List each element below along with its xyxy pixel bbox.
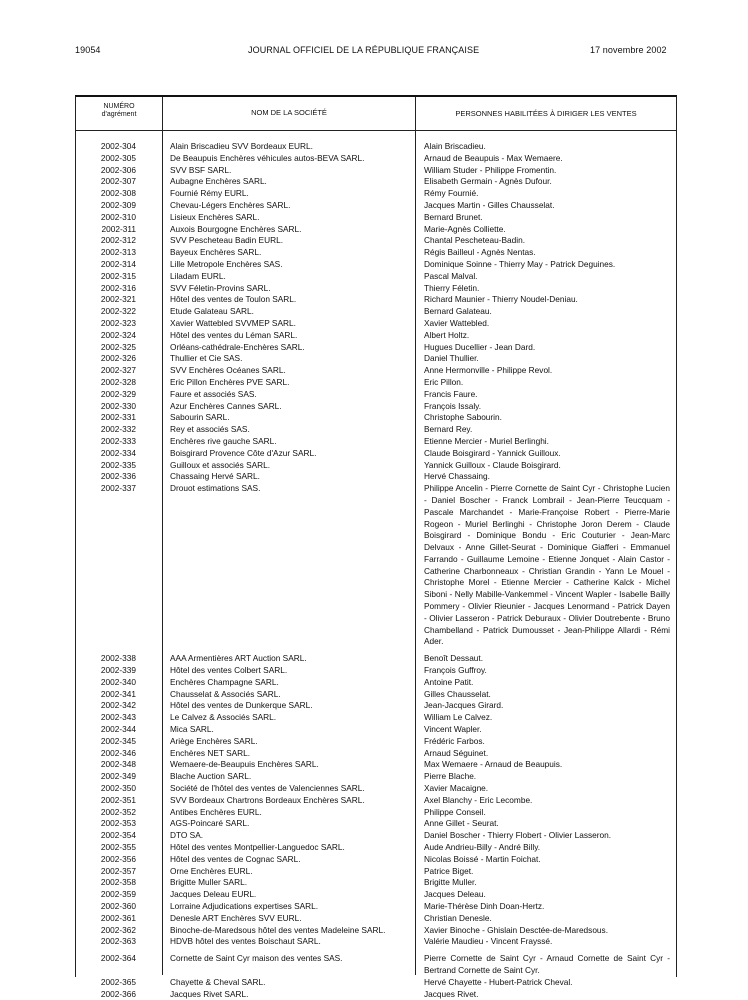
table-row	[76, 471, 676, 483]
agrement-number: 2002-356	[100, 853, 136, 864]
company-name: SVV Bordeaux Chartrons Bordeaux Enchères SARL.	[170, 794, 365, 805]
authorized-persons: Pierre Cornette de Saint Cyr - Arnaud Cornette de Saint Cyr - Bertrand Cornette de Saint Cyr.	[424, 953, 670, 975]
agrement-number: 2002-348	[100, 759, 136, 770]
agrement-number: 2002-339	[100, 665, 136, 676]
table-row	[76, 401, 676, 413]
authorized-persons: Philippe Conseil.	[424, 806, 486, 817]
authorized-persons: Pascal Malval.	[424, 270, 478, 281]
authorized-persons: Christian Denesle.	[424, 912, 492, 923]
column-header-personnes: PERSONNES HABILITÉES À DIRIGER LES VENTES	[455, 109, 637, 118]
agrement-number: 2002-346	[100, 747, 136, 758]
agrement-number: 2002-306	[100, 164, 136, 175]
column-header-numero-line2: d'agrément	[101, 111, 137, 118]
authorized-persons: Patrice Biget.	[424, 865, 474, 876]
agrement-number: 2002-331	[100, 412, 136, 423]
authorized-persons: Frédéric Farbos.	[424, 735, 485, 746]
company-name: Bayeux Enchères SARL.	[170, 247, 262, 258]
table-row	[76, 913, 676, 925]
table-row	[76, 653, 676, 665]
company-name: Hôtel des ventes Montpellier-Languedoc SARL.	[170, 842, 345, 853]
agrement-number: 2002-330	[100, 400, 136, 411]
authorized-persons: Claude Boisgirard - Yannick Guilloux.	[424, 447, 561, 458]
publication-date: 17 novembre 2002	[590, 45, 667, 55]
table-row	[76, 389, 676, 401]
table-row	[76, 377, 676, 389]
table-row	[76, 235, 676, 247]
authorized-persons: Axel Blanchy - Eric Lecombe.	[424, 794, 533, 805]
authorized-persons: Arnaud Séguinet.	[424, 747, 489, 758]
company-name: Alain Briscadieu SVV Bordeaux EURL.	[170, 141, 313, 151]
authorized-persons: François Guffroy.	[424, 665, 487, 676]
authorized-persons: Philippe Ancelin - Pierre Cornette de Saint Cyr - Christophe Lucien - Daniel Boscher - Franck Lombrail - Jean-Pierre Teucquam - Pascale Marchandet - Marie-Françoise Robert - Pierre-Marie Rogeon - Muriel Berlinghi - Christophe Joron Derem - Claude Boisgirard - Dominique Bondu - Eric Couturier - Jean-Marc Delvaux - Anne Gillet-Seurat - Dominique Giafferi - Emmanuel Farrando - Guillaume Lemoine - Etienne Jonquet - Alain Castor - Catherine Charbonneaux - Christian Grandin - Yann Le Mouel - Christophe Morel - Etienne Mercier - Catherine Kalck - Michel Siboni - Nelly Mabille-Vankemmel - Vincent Wapler - Isabelle Bailly Pommery - Olivier Rieunier - Jacques Lenormand - Patrick Dayen - Olivier Lasseron - Patrick Deburaux - Olivier Doutrebente - Bruno Chambelland - Patrick Dumousset - Jean-Philippe Allardi - Rémi Ader.	[424, 483, 670, 647]
column-header-numero-line1: NUMÉRO	[103, 103, 135, 110]
agrement-number: 2002-365	[100, 976, 136, 987]
company-name: Société de l'hôtel des ventes de Valenciennes SARL.	[170, 783, 365, 794]
authorized-persons: Gilles Chausselat.	[424, 688, 491, 699]
table-row	[76, 712, 676, 724]
company-name: SVV Pescheteau Badin EURL.	[170, 235, 283, 246]
authorized-persons: Daniel Boscher - Thierry Flobert - Olivier Lasseron.	[424, 830, 612, 841]
authorized-persons: Nicolas Boissé - Martin Foichat.	[424, 853, 541, 864]
company-name: Chayette & Cheval SARL.	[170, 976, 266, 987]
agrement-number: 2002-325	[100, 341, 136, 352]
agrement-number: 2002-336	[100, 471, 136, 482]
agrement-number: 2002-310	[100, 211, 136, 222]
authorized-persons: Marie-Agnès Colliette.	[424, 223, 506, 234]
agrement-number: 2002-314	[100, 258, 136, 269]
agrement-number: 2002-338	[100, 653, 136, 664]
agrement-number: 2002-321	[100, 294, 136, 305]
company-name: Rey et associés SAS.	[170, 424, 250, 435]
company-name: Sabourin SARL.	[170, 412, 230, 423]
table-body	[76, 141, 676, 1000]
agrement-number: 2002-329	[100, 388, 136, 399]
table-row	[76, 460, 676, 472]
table-row	[76, 188, 676, 200]
agrement-number: 2002-333	[100, 435, 136, 446]
table-row	[76, 448, 676, 460]
authorized-persons: Yannick Guilloux - Claude Boisgirard.	[424, 459, 561, 470]
authorized-persons: Jacques Rivet.	[424, 988, 479, 999]
table-row	[76, 795, 676, 807]
authorized-persons: Richard Maunier - Thierry Noudel-Deniau.	[424, 294, 578, 305]
authorized-persons: Daniel Thullier.	[424, 353, 479, 364]
company-name: Wemaere-de-Beaupuis Enchères SARL.	[170, 759, 319, 770]
agrement-number: 2002-357	[100, 865, 136, 876]
table-row	[76, 866, 676, 878]
table-row	[76, 283, 676, 295]
table-row	[76, 271, 676, 283]
agrement-number: 2002-340	[100, 676, 136, 687]
agrement-number: 2002-323	[100, 317, 136, 328]
agrement-number: 2002-352	[100, 806, 136, 817]
agrement-number: 2002-334	[100, 447, 136, 458]
table-row	[76, 200, 676, 212]
agrement-number: 2002-316	[100, 282, 136, 293]
agrement-number: 2002-362	[100, 924, 136, 935]
table-row	[76, 700, 676, 712]
table-row	[76, 759, 676, 771]
agrement-number: 2002-366	[100, 988, 136, 999]
authorized-persons: Jean-Jacques Girard.	[424, 700, 504, 711]
table-row	[76, 736, 676, 748]
company-name: De Beaupuis Enchères véhicules autos-BEVA SARL.	[170, 152, 365, 163]
agrement-number: 2002-344	[100, 724, 136, 735]
agrement-number: 2002-327	[100, 365, 136, 376]
authorized-persons: Benoît Dessaut.	[424, 653, 484, 664]
company-name: Blache Auction SARL.	[170, 771, 252, 782]
agrement-number: 2002-322	[100, 306, 136, 317]
table-row	[76, 748, 676, 760]
company-name: Boisgirard Provence Côte d'Azur SARL.	[170, 447, 317, 458]
agrement-number: 2002-315	[100, 270, 136, 281]
authorized-persons: Albert Holtz.	[424, 329, 470, 340]
agrement-number: 2002-308	[100, 188, 136, 199]
table-row	[76, 318, 676, 330]
agrement-number: 2002-307	[100, 176, 136, 187]
company-name: Chausselat & Associés SARL.	[170, 688, 281, 699]
table-row	[76, 936, 676, 948]
company-name: Ariège Enchères SARL.	[170, 735, 258, 746]
agrement-number: 2002-337	[100, 483, 136, 494]
authorized-persons: Elisabeth Germain - Agnès Dufour.	[424, 176, 552, 187]
company-name: Hôtel des ventes Colbert SARL.	[170, 665, 288, 676]
table-row	[76, 306, 676, 318]
authorized-persons: Xavier Binoche - Ghislain Desctée-de-Maredsous.	[424, 924, 608, 935]
company-name: AAA Armentières ART Auction SARL.	[170, 653, 307, 664]
table-row	[76, 224, 676, 236]
table-row	[76, 953, 676, 977]
agrement-table	[75, 95, 677, 999]
company-name: Brigitte Muller SARL.	[170, 877, 248, 888]
page-number: 19054	[75, 45, 101, 55]
company-name: Liladam EURL.	[170, 270, 226, 281]
authorized-persons: Anne Gillet - Seurat.	[424, 818, 499, 829]
authorized-persons: Francis Faure.	[424, 388, 478, 399]
table-row	[76, 818, 676, 830]
authorized-persons: Xavier Macaigne.	[424, 783, 489, 794]
authorized-persons: Eric Pillon.	[424, 376, 464, 387]
company-name: Etude Galateau SARL.	[170, 306, 254, 317]
authorized-persons: Antoine Patit.	[424, 676, 474, 687]
table-row	[76, 436, 676, 448]
journal-title: JOURNAL OFFICIEL DE LA RÉPUBLIQUE FRANÇAISE	[248, 45, 480, 55]
company-name: Jacques Deleau EURL.	[170, 889, 257, 900]
table-row	[76, 724, 676, 736]
company-name: Hôtel des ventes de Toulon SARL.	[170, 294, 297, 305]
agrement-number: 2002-364	[100, 953, 136, 964]
company-name: Enchères Champagne SARL.	[170, 676, 279, 687]
company-name: SVV BSF SARL.	[170, 164, 232, 175]
table-row	[76, 665, 676, 677]
agrement-number: 2002-309	[100, 199, 136, 210]
table-row	[76, 901, 676, 913]
table-row	[76, 854, 676, 866]
table-row	[76, 483, 676, 648]
table-row	[76, 771, 676, 783]
company-name: Faure et associés SAS.	[170, 388, 257, 399]
table-row	[76, 212, 676, 224]
company-name: AGS-Poincaré SARL.	[170, 818, 250, 829]
company-name: Lorraine Adjudications expertises SARL.	[170, 901, 319, 911]
company-name: Chevau-Légers Enchères SARL.	[170, 199, 291, 210]
table-row	[76, 889, 676, 901]
company-name: Antibes Enchères EURL.	[170, 806, 262, 817]
table-row	[76, 925, 676, 937]
table-row	[76, 689, 676, 701]
table-row	[76, 412, 676, 424]
table-row	[76, 247, 676, 259]
column-header-nom: NOM DE LA SOCIÉTÉ	[251, 108, 327, 117]
agrement-number: 2002-351	[100, 794, 136, 805]
authorized-persons: Rémy Fournié.	[424, 188, 479, 199]
agrement-number: 2002-353	[100, 818, 136, 829]
company-name: Fournié Rémy EURL.	[170, 188, 249, 199]
table-row	[76, 153, 676, 165]
authorized-persons: Hervé Chassaing.	[424, 471, 490, 482]
authorized-persons: Pierre Blache.	[424, 771, 477, 782]
authorized-persons: Vincent Wapler.	[424, 724, 482, 735]
agrement-number: 2002-341	[100, 688, 136, 699]
agrement-number: 2002-328	[100, 376, 136, 387]
agrement-number: 2002-345	[100, 735, 136, 746]
agrement-number: 2002-326	[100, 353, 136, 364]
company-name: Aubagne Enchères SARL.	[170, 176, 267, 187]
authorized-persons: Dominique Soinne - Thierry May - Patrick Deguines.	[424, 258, 616, 269]
authorized-persons: William Studer - Philippe Fromentin.	[424, 164, 557, 175]
authorized-persons: William Le Calvez.	[424, 712, 493, 723]
company-name: Thullier et Cie SAS.	[170, 353, 243, 364]
agrement-number: 2002-312	[100, 235, 136, 246]
authorized-persons: Bernard Rey.	[424, 424, 473, 435]
company-name: Binoche-de-Maredsous hôtel des ventes Madeleine SARL.	[170, 924, 386, 935]
agrement-number: 2002-324	[100, 329, 136, 340]
table-row	[76, 424, 676, 436]
table-row	[76, 259, 676, 271]
agrement-number: 2002-311	[101, 223, 136, 234]
company-name: Drouot estimations SAS.	[170, 483, 261, 494]
company-name: Eric Pillon Enchères PVE SARL.	[170, 376, 290, 387]
authorized-persons: Max Wemaere - Arnaud de Beaupuis.	[424, 759, 563, 770]
authorized-persons: Bernard Brunet.	[424, 211, 483, 222]
agrement-number: 2002-342	[100, 700, 136, 711]
agrement-number: 2002-361	[100, 912, 136, 923]
company-name: Hôtel des ventes du Léman SARL.	[170, 329, 298, 340]
company-name: Jacques Rivet SARL.	[170, 988, 249, 999]
table-row	[76, 141, 676, 153]
agrement-number: 2002-332	[100, 424, 136, 435]
agrement-number: 2002-313	[100, 247, 136, 258]
agrement-number: 2002-354	[100, 830, 136, 841]
agrement-number: 2002-335	[100, 459, 136, 470]
authorized-persons: François Issaly.	[424, 400, 482, 411]
table-row	[76, 365, 676, 377]
company-name: Xavier Wattebled SVVMEP SARL.	[170, 317, 296, 328]
agrement-number: 2002-350	[100, 783, 136, 794]
authorized-persons: Anne Hermonville - Philippe Revol.	[424, 365, 553, 376]
company-name: Chassaing Hervé SARL.	[170, 471, 260, 482]
company-name: Lisieux Enchères SARL.	[170, 211, 260, 222]
agrement-number: 2002-359	[100, 889, 136, 900]
company-name: Hôtel des ventes de Cognac SARL.	[170, 853, 301, 864]
authorized-persons: Christophe Sabourin.	[424, 412, 502, 423]
agrement-number: 2002-343	[100, 712, 136, 723]
authorized-persons: Marie-Thérèse Dinh Doan-Hertz.	[424, 901, 545, 911]
authorized-persons: Valérie Maudieu - Vincent Frayssé.	[424, 936, 553, 947]
company-name: Orléans-cathédrale-Enchères SARL.	[170, 341, 305, 352]
table-row	[76, 830, 676, 842]
authorized-persons: Hugues Ducellier - Jean Dard.	[424, 341, 536, 352]
company-name: Enchères NET SARL.	[170, 747, 251, 758]
table-row	[76, 176, 676, 188]
agrement-number: 2002-349	[100, 771, 136, 782]
table-row	[76, 330, 676, 342]
authorized-persons: Etienne Mercier - Muriel Berlinghi.	[424, 435, 549, 446]
table-row	[76, 165, 676, 177]
table-row	[76, 807, 676, 819]
table-row	[76, 842, 676, 854]
table-row	[76, 877, 676, 889]
agrement-number: 2002-363	[100, 936, 136, 947]
table-header-row	[76, 97, 676, 131]
authorized-persons: Alain Briscadieu.	[424, 141, 486, 151]
company-name: Auxois Bourgogne Enchères SARL.	[170, 223, 302, 234]
company-name: Enchères rive gauche SARL.	[170, 435, 277, 446]
agrement-number: 2002-355	[100, 842, 136, 853]
table-row	[76, 342, 676, 354]
company-name: Mica SARL.	[170, 724, 214, 735]
authorized-persons: Brigitte Muller.	[424, 877, 477, 888]
company-name: Guilloux et associés SARL.	[170, 459, 271, 470]
authorized-persons: Jacques Deleau.	[424, 889, 486, 900]
company-name: DTO SA.	[170, 830, 204, 841]
company-name: Denesle ART Enchères SVV EURL.	[170, 912, 302, 923]
table-row	[76, 677, 676, 689]
authorized-persons: Bernard Galateau.	[424, 306, 492, 317]
authorized-persons: Aude Andrieu-Billy - André Billy.	[424, 842, 541, 853]
company-name: Cornette de Saint Cyr maison des ventes SAS.	[170, 953, 343, 964]
company-name: SVV Féletin-Provins SARL.	[170, 282, 271, 293]
company-name: SVV Enchères Océanes SARL.	[170, 365, 286, 376]
authorized-persons: Chantal Pescheteau-Badin.	[424, 235, 526, 246]
table-row	[76, 294, 676, 306]
authorized-persons: Arnaud de Beaupuis - Max Wemaere.	[424, 152, 563, 163]
agrement-number: 2002-358	[100, 877, 136, 888]
company-name: Lille Metropole Enchères SAS.	[170, 258, 283, 269]
table-row	[76, 989, 676, 1000]
column-header-numero	[76, 103, 162, 119]
company-name: Le Calvez & Associés SARL.	[170, 712, 277, 723]
table-row	[76, 783, 676, 795]
table-row	[76, 977, 676, 989]
agrement-number: 2002-360	[100, 901, 136, 911]
agrement-number: 2002-304	[100, 141, 136, 151]
company-name: Azur Enchères Cannes SARL.	[170, 400, 282, 411]
authorized-persons: Thierry Féletin.	[424, 282, 480, 293]
agrement-number: 2002-305	[100, 152, 136, 163]
company-name: HDVB hôtel des ventes Boischaut SARL.	[170, 936, 321, 947]
authorized-persons: Hervé Chayette - Hubert-Patrick Cheval.	[424, 976, 573, 987]
table-row	[76, 353, 676, 365]
company-name: Orne Enchères EURL.	[170, 865, 253, 876]
company-name: Hôtel des ventes de Dunkerque SARL.	[170, 700, 313, 711]
authorized-persons: Xavier Wattebled.	[424, 317, 490, 328]
authorized-persons: Jacques Martin - Gilles Chausselat.	[424, 199, 555, 210]
authorized-persons: Régis Bailleul - Agnès Nentas.	[424, 247, 536, 258]
